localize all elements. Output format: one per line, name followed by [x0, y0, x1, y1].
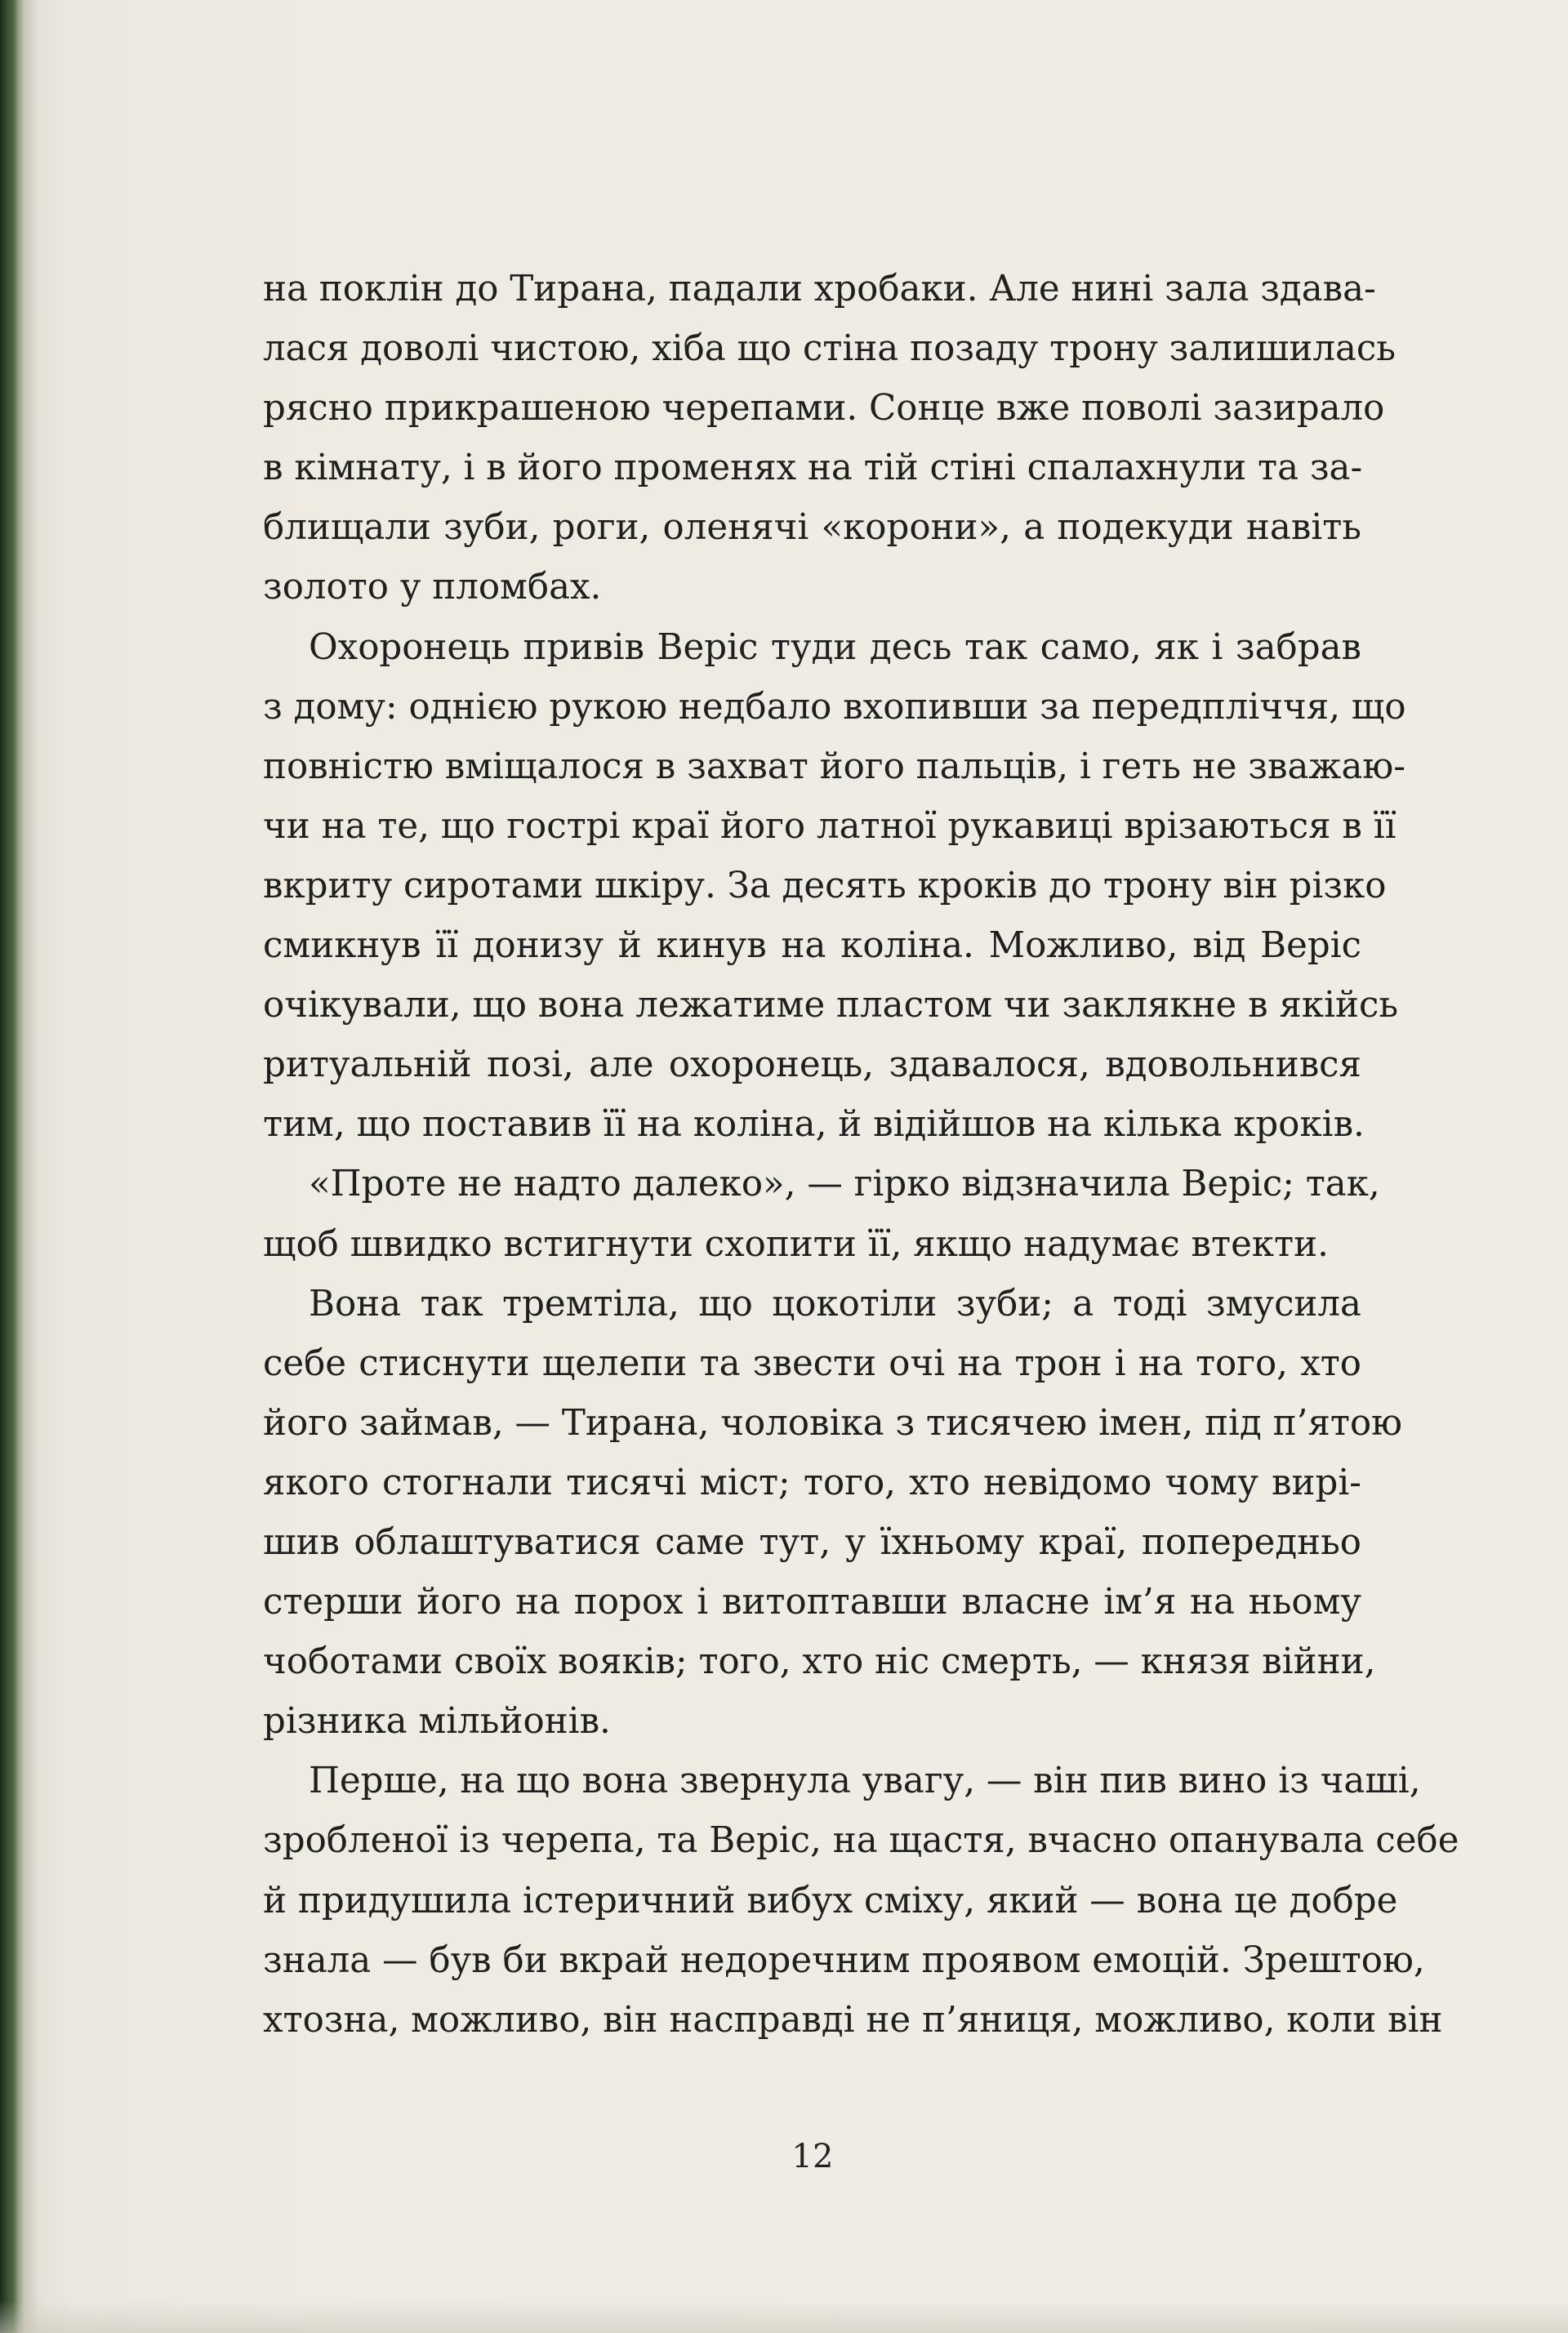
page-bottom-shadow [0, 2300, 1568, 2333]
paragraph [263, 1275, 1403, 1752]
text-line: знала — був би вкрай недоречним проявом емоцій. Зрештою, [263, 1939, 1425, 1981]
text-line: тим, що поставив її на коліна, й відійшов на кілька кроків. [263, 1104, 1365, 1146]
text-line: себе стиснути щелепи та звести очі на трон і на того, хто [263, 1342, 1361, 1384]
body-text [263, 260, 1459, 2050]
page-number: 12 [791, 2138, 834, 2175]
text-line: хтозна, можливо, він насправді не п’яниця, можливо, коли він [263, 1999, 1443, 2041]
text-line: щоб швидко встигнути схопити її, якщо надумає втекти. [263, 1223, 1329, 1265]
text-line: золото у пломбах. [263, 567, 602, 608]
text-line: Перше, на що вона звернула увагу, — він пив вино із чаші, [309, 1761, 1421, 1802]
text-line: Охоронець привів Веріс туди десь так само, як і забрав [309, 626, 1361, 668]
text-line: рясно прикрашеною черепами. Сонце вже поволі зазирало [263, 388, 1385, 430]
text-line: шив облаштуватися саме тут, у їхньому краї, попередньо [263, 1521, 1361, 1563]
paragraph [263, 260, 1396, 618]
text-line: його займав, — Тирана, чоловіка з тисячею імен, під п’ятою [263, 1402, 1403, 1444]
text-line: з дому: однією рукою недбало вхопивши за передпліччя, що [263, 686, 1406, 728]
text-line: «Проте не надто далеко», — гірко відзначила Веріс; так, [309, 1164, 1380, 1205]
text-line: лася доволі чистою, хіба що стіна позаду трону залишилась [263, 328, 1396, 370]
text-line: й придушила істеричний вибух сміху, який — вона це добре [263, 1880, 1398, 1921]
page-edge-shadow [0, 0, 18, 2333]
text-line: стерши його на порох і витоптавши власне ім’я на ньому [263, 1582, 1361, 1623]
text-line: різника мільйонів. [263, 1701, 611, 1743]
text-line: Вона так тремтіла, що цокотіли зуби; а тоді змусила [309, 1283, 1361, 1325]
text-line: блищали зуби, роги, оленячі «корони», а подекуди навіть [263, 507, 1361, 549]
text-line: повністю вміщалося в захват його пальців, і геть не зважаю- [263, 746, 1405, 787]
text-line: вкриту сиротами шкіру. За десять кроків до трону він різко [263, 865, 1387, 906]
text-line: в кімнату, і в його променях на тій стіні спалахнули та за- [263, 447, 1363, 489]
text-line: зробленої із черепа, та Веріс, на щастя, вчасно опанувала себе [263, 1820, 1459, 1862]
text-line: очікували, що вона лежатиме пластом чи заклякне в якійсь [263, 985, 1399, 1026]
paragraph [263, 1752, 1459, 2050]
text-line: ритуальній позі, але охоронець, здавалося, вдовольнився [263, 1044, 1361, 1086]
text-line: смикнув її донизу й кинув на коліна. Можливо, від Веріс [263, 925, 1361, 967]
text-line: на поклін до Тирана, падали хробаки. Але нині зала здава- [263, 269, 1376, 309]
text-line: якого стогнали тисячі міст; того, хто невідомо чому вирі- [263, 1462, 1361, 1503]
paragraph [263, 618, 1406, 1155]
text-line: чоботами своїх вояків; того, хто ніс смерть, — князя війни, [263, 1641, 1376, 1683]
paragraph [263, 1155, 1380, 1274]
text-line: чи на те, що гострі краї його латної рукавиці врізаються в її [263, 805, 1396, 847]
